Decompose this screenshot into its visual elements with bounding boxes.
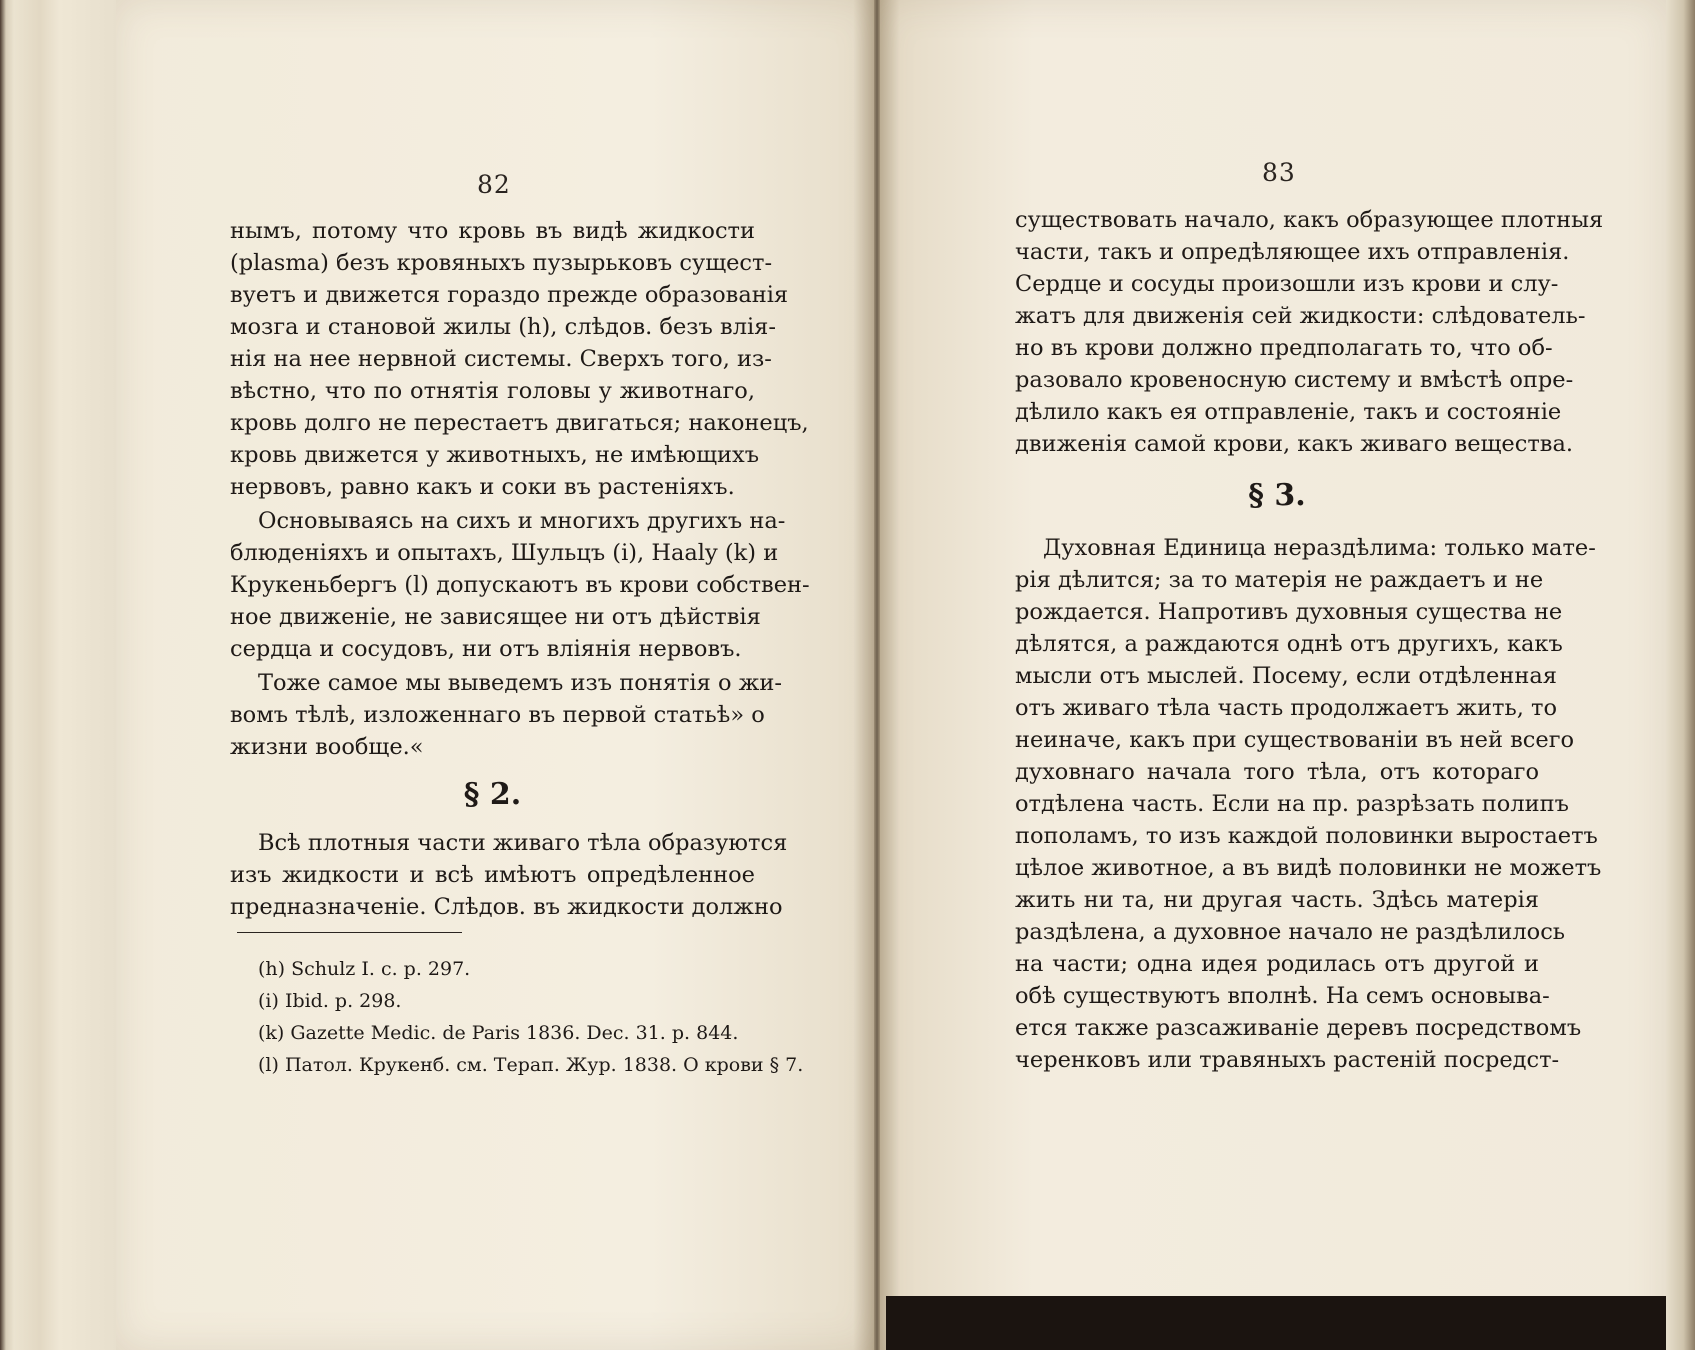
text-line: черенковъ или травяныхъ растеній посредст- [1015,1047,1560,1073]
text-line: части, такъ и опредѣляющее ихъ отправленія. [1015,239,1570,265]
text-line: жить ни та, ни другая часть. Здѣсь матерія [1015,887,1539,913]
text-line: вуетъ и движется гораздо прежде образованія [230,282,789,308]
section-heading: § 2. [463,777,522,812]
text-line: блюденіяхъ и опытахъ, Шульцъ (i), Haaly (k) и [230,540,779,566]
right-book-edge [1666,0,1695,1350]
footnote: (i) Ibid. p. 298. [258,990,402,1012]
footnote-rule [237,932,462,933]
page-number-left: 82 [477,170,511,199]
text-line: вѣстно, что по отнятія головы у животнаго, [230,378,755,404]
right-page-body [1015,204,1604,1076]
text-line: жизни вообще.« [230,734,424,760]
text-line: Основываясь на сихъ и многихъ другихъ на- [258,508,786,534]
text-line: Духовная Единица нераздѣлима: только мате- [1043,535,1596,561]
footnotes [232,953,804,1081]
text-line: на части; одна идея родилась отъ другой и [1015,951,1539,977]
footnote: (h) Schulz I. c. p. 297. [258,958,471,980]
paragraph [1015,532,1602,1076]
text-line: сердца и сосудовъ, ни отъ вліянія нервовъ. [230,636,742,662]
left-book-edge [0,0,116,1350]
paragraph [230,827,788,923]
text-line: вомъ тѣлѣ, изложеннаго въ первой статьѣ» о [230,702,765,728]
text-line: но въ крови должно предполагать то, что об- [1015,335,1553,361]
text-line: мысли отъ мыслей. Посему, если отдѣленная [1015,663,1557,689]
paragraph [230,215,809,503]
text-line: нервовъ, равно какъ и соки въ растеніяхъ. [230,474,735,500]
paragraph [230,667,782,763]
text-line: предназначеніе. Слѣдов. въ жидкости должно [230,894,783,920]
text-line: дѣлятся, а раждаются однѣ отъ другихъ, какъ [1015,631,1563,657]
book-gutter [874,0,880,1350]
text-line: духовнаго начала того тѣла, отъ котораго [1015,759,1539,785]
text-line: изъ жидкости и всѣ имѣютъ опредѣленное [230,862,755,888]
text-line: кровь долго не перестаетъ двигаться; наконецъ, [230,410,809,436]
text-line: неиначе, какъ при существованіи въ ней всего [1015,727,1575,753]
text-line: кровь движется у животныхъ, не имѣющихъ [230,442,760,468]
footnote: (k) Gazette Medic. de Paris 1836. Dec. 31. p. 844. [258,1022,739,1044]
scan-shadow [886,1296,1666,1350]
text-line: отдѣлена часть. Если на пр. разрѣзать полипъ [1015,791,1569,817]
paragraph [1015,204,1604,460]
text-line: дѣлило какъ ея отправленіе, такъ и состояніе [1015,399,1562,425]
text-line: движенія самой крови, какъ живаго вещества. [1015,431,1574,457]
paragraph [230,505,810,665]
text-line: ется также разсаживаніе деревъ посредствомъ [1015,1015,1582,1041]
text-line: обѣ существуютъ вполнѣ. На семъ основыва- [1015,983,1550,1009]
text-line: нія на нее нервной системы. Сверхъ того, из- [230,346,772,372]
text-line: отъ живаго тѣла часть продолжаетъ жить, то [1015,695,1558,721]
text-line: Всѣ плотныя части живаго тѣла образуются [258,830,788,856]
text-line: ное движеніе, не зависящее ни отъ дѣйствія [230,604,761,630]
text-line: цѣлое животное, а въ видѣ половинки не можетъ [1015,855,1602,881]
page-number-right: 83 [1262,158,1296,187]
text-line: существовать начало, какъ образующее плотныя [1015,207,1604,233]
text-line: мозга и становой жилы (h), слѣдов. безъ влія- [230,314,776,340]
footnote: (l) Патол. Крукенб. см. Терап. Жур. 1838. О крови § 7. [258,1054,804,1076]
text-line: Сердце и сосуды произошли изъ крови и слу- [1015,271,1559,297]
text-line: жатъ для движенія сей жидкости: слѣдователь- [1015,303,1586,329]
text-line: пополамъ, то изъ каждой половинки выростаетъ [1015,823,1598,849]
text-line: разовало кровеносную систему и вмѣстѣ опре- [1015,367,1574,393]
text-line: рія дѣлится; за то матерія не раждаетъ и не [1015,567,1544,593]
left-page-body [230,215,810,923]
text-line: Тоже самое мы выведемъ изъ понятія о жи- [258,670,782,696]
section-heading: § 3. [1248,478,1306,513]
text-line: раздѣлена, а духовное начало не раздѣлилось [1015,919,1566,945]
text-line: Крукеньбергъ (l) допускаютъ въ крови собствен- [230,572,810,598]
text-line: рождается. Напротивъ духовныя существа не [1015,599,1563,625]
text-line: (plasma) безъ кровяныхъ пузырьковъ сущест- [230,250,773,276]
text-line: нымъ, потому что кровь въ видѣ жидкости [230,218,755,244]
